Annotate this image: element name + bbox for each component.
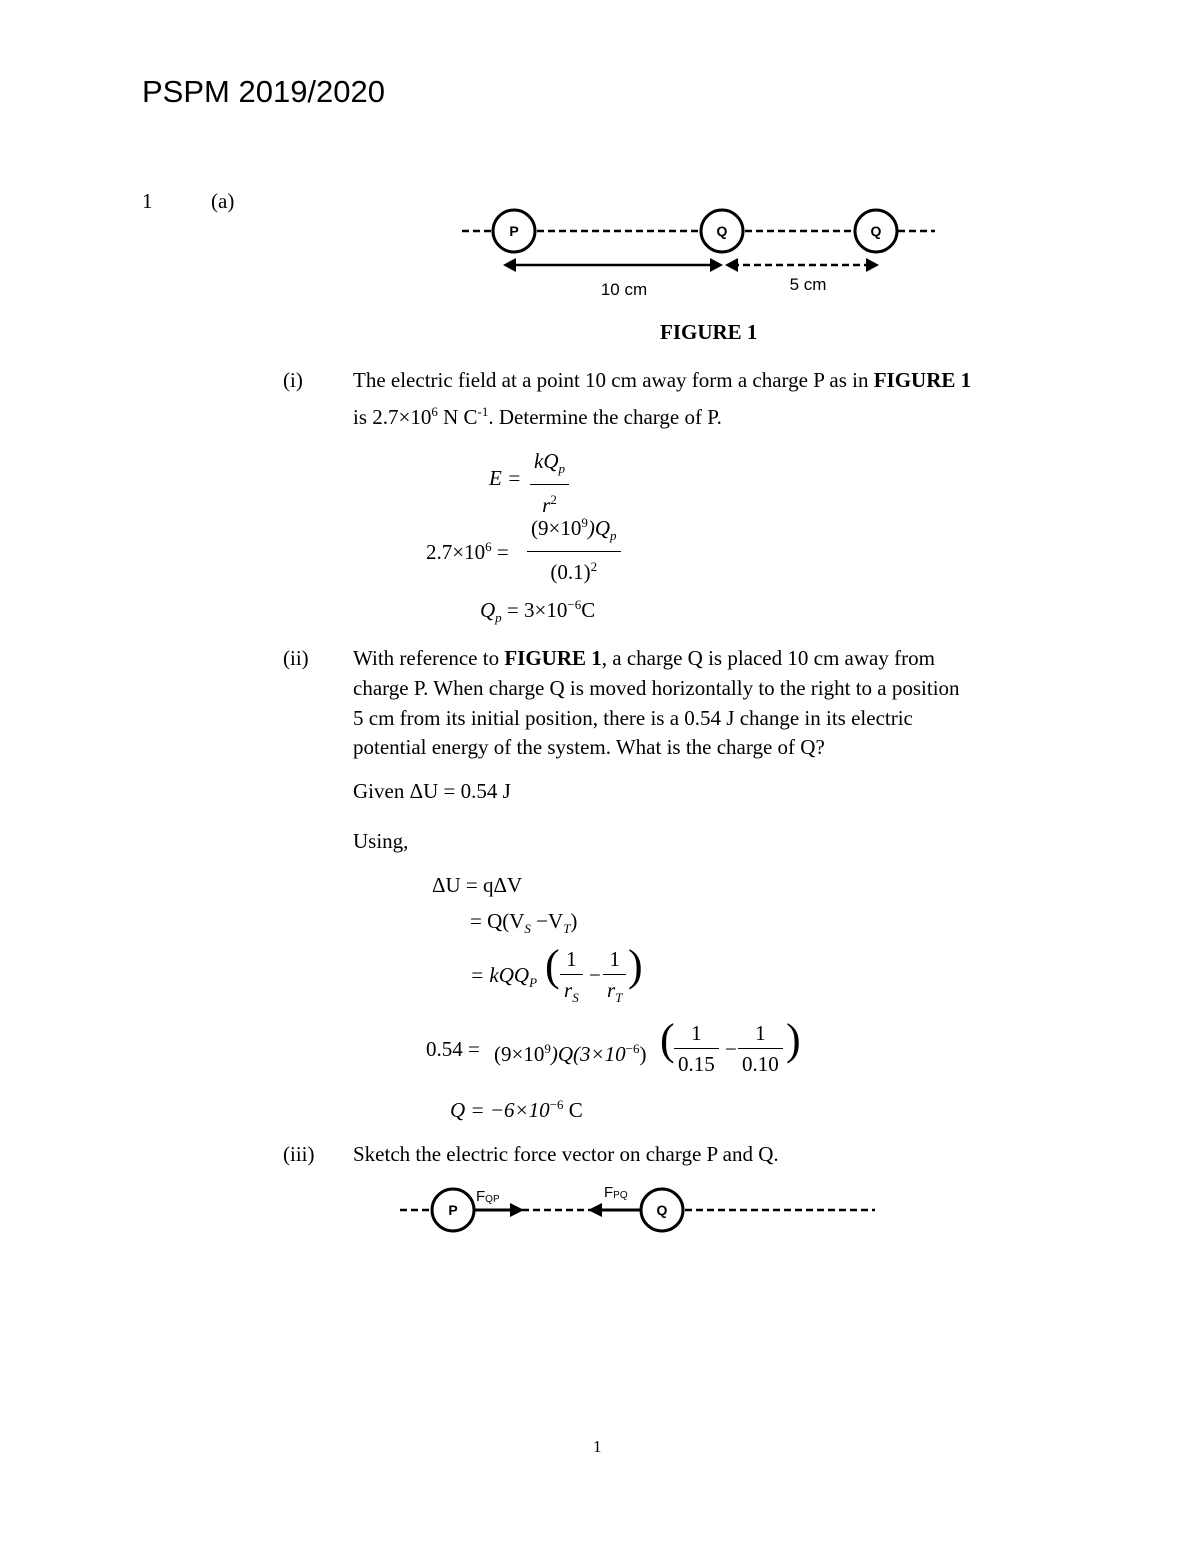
part-ii-line3: 5 cm from its initial position, there is a 0.54 J change in its electric bbox=[353, 706, 913, 730]
distance-label-5cm: 5 cm bbox=[789, 275, 827, 294]
question-part: (a) bbox=[211, 189, 235, 213]
step3-minus: − bbox=[589, 963, 601, 987]
eq1-fraction: $\frac{kQ_p}{r^2}$ bbox=[530, 446, 569, 520]
eq2-lhs: $2.7\times 10^6$ = bbox=[426, 539, 509, 564]
step4-minus: − bbox=[725, 1037, 737, 1061]
page-number: 1 bbox=[593, 1437, 602, 1456]
part-i-text-line1: The electric field at a point 10 cm away form a charge P as in FIGURE 1 bbox=[353, 368, 972, 392]
step4-paren-open: ( bbox=[660, 1015, 675, 1064]
part-iii-text: Sketch the electric force vector on charge P and Q. bbox=[353, 1142, 779, 1166]
part-iii-label: (iii) bbox=[283, 1142, 315, 1166]
step4-product: $(9\times 10^9)Q(3\times 10^{-6})$ bbox=[494, 1041, 647, 1066]
step4-lhs: 0.54 = bbox=[426, 1037, 480, 1061]
step3-prefix: = kQQ$_P$ bbox=[470, 963, 538, 991]
part-i-text-line2: is $2.7\times 10^6$ N $C^{-1}$. Determine the charge of P. bbox=[353, 404, 722, 429]
force-charge-q-label: Q bbox=[656, 1202, 668, 1218]
step3-paren-close: ) bbox=[628, 941, 643, 990]
part-ii-line2: charge P. When charge Q is moved horizontally to the right to a position bbox=[353, 676, 960, 700]
step3-frac2: $\frac{1}{r_T}$ bbox=[603, 944, 626, 1013]
part-ii-line4: potential energy of the system. What is the charge of Q? bbox=[353, 735, 825, 759]
charge-p-label: P bbox=[509, 223, 519, 239]
step5-result: $Q = -6\times 10^{-6}$ C bbox=[450, 1097, 583, 1122]
page-header-title: PSPM 2019/2020 bbox=[142, 74, 386, 109]
force-pq-arrowhead bbox=[588, 1203, 602, 1217]
step4-paren-close: ) bbox=[786, 1015, 801, 1064]
step4-frac2: $\frac{1}{0.10}$ bbox=[738, 1018, 783, 1079]
step1-equation: ΔU = qΔV bbox=[432, 873, 523, 897]
figure1-caption: FIGURE 1 bbox=[660, 320, 758, 344]
step3-paren-open: ( bbox=[545, 941, 560, 990]
part-ii-label: (ii) bbox=[283, 646, 309, 670]
using-label: Using, bbox=[353, 829, 409, 853]
part-ii-line1: With reference to FIGURE 1, a charge Q is placed 10 cm away from bbox=[353, 646, 935, 670]
force-charge-p-label: P bbox=[448, 1202, 458, 1218]
eq3-result: $Q_p = 3\times 10^{-6}C$ bbox=[480, 597, 596, 626]
force-qp-label: FQP bbox=[476, 1188, 500, 1205]
question-number: 1 bbox=[142, 189, 153, 213]
force-qp-arrowhead bbox=[510, 1203, 524, 1217]
given-statement: Given ΔU = 0.54 J bbox=[353, 779, 511, 803]
step4-frac1: $\frac{1}{0.15}$ bbox=[674, 1018, 719, 1079]
eq1-lhs: E = bbox=[489, 466, 522, 490]
charge-q-label: Q bbox=[716, 223, 728, 239]
eq2-fraction: $\frac{(9\times 10^9)Q_p}{(0.1)^2}$ bbox=[527, 508, 621, 587]
distance-label-10cm: 10 cm bbox=[600, 280, 648, 299]
charge-q2-label: Q bbox=[870, 223, 882, 239]
force-pq-label: FPQ bbox=[604, 1184, 628, 1201]
part-i-label: (i) bbox=[283, 368, 303, 392]
step3-frac1: $\frac{1}{r_S}$ bbox=[560, 944, 583, 1013]
step2-equation: = $Q(V_S -V_T)$ bbox=[470, 909, 578, 937]
